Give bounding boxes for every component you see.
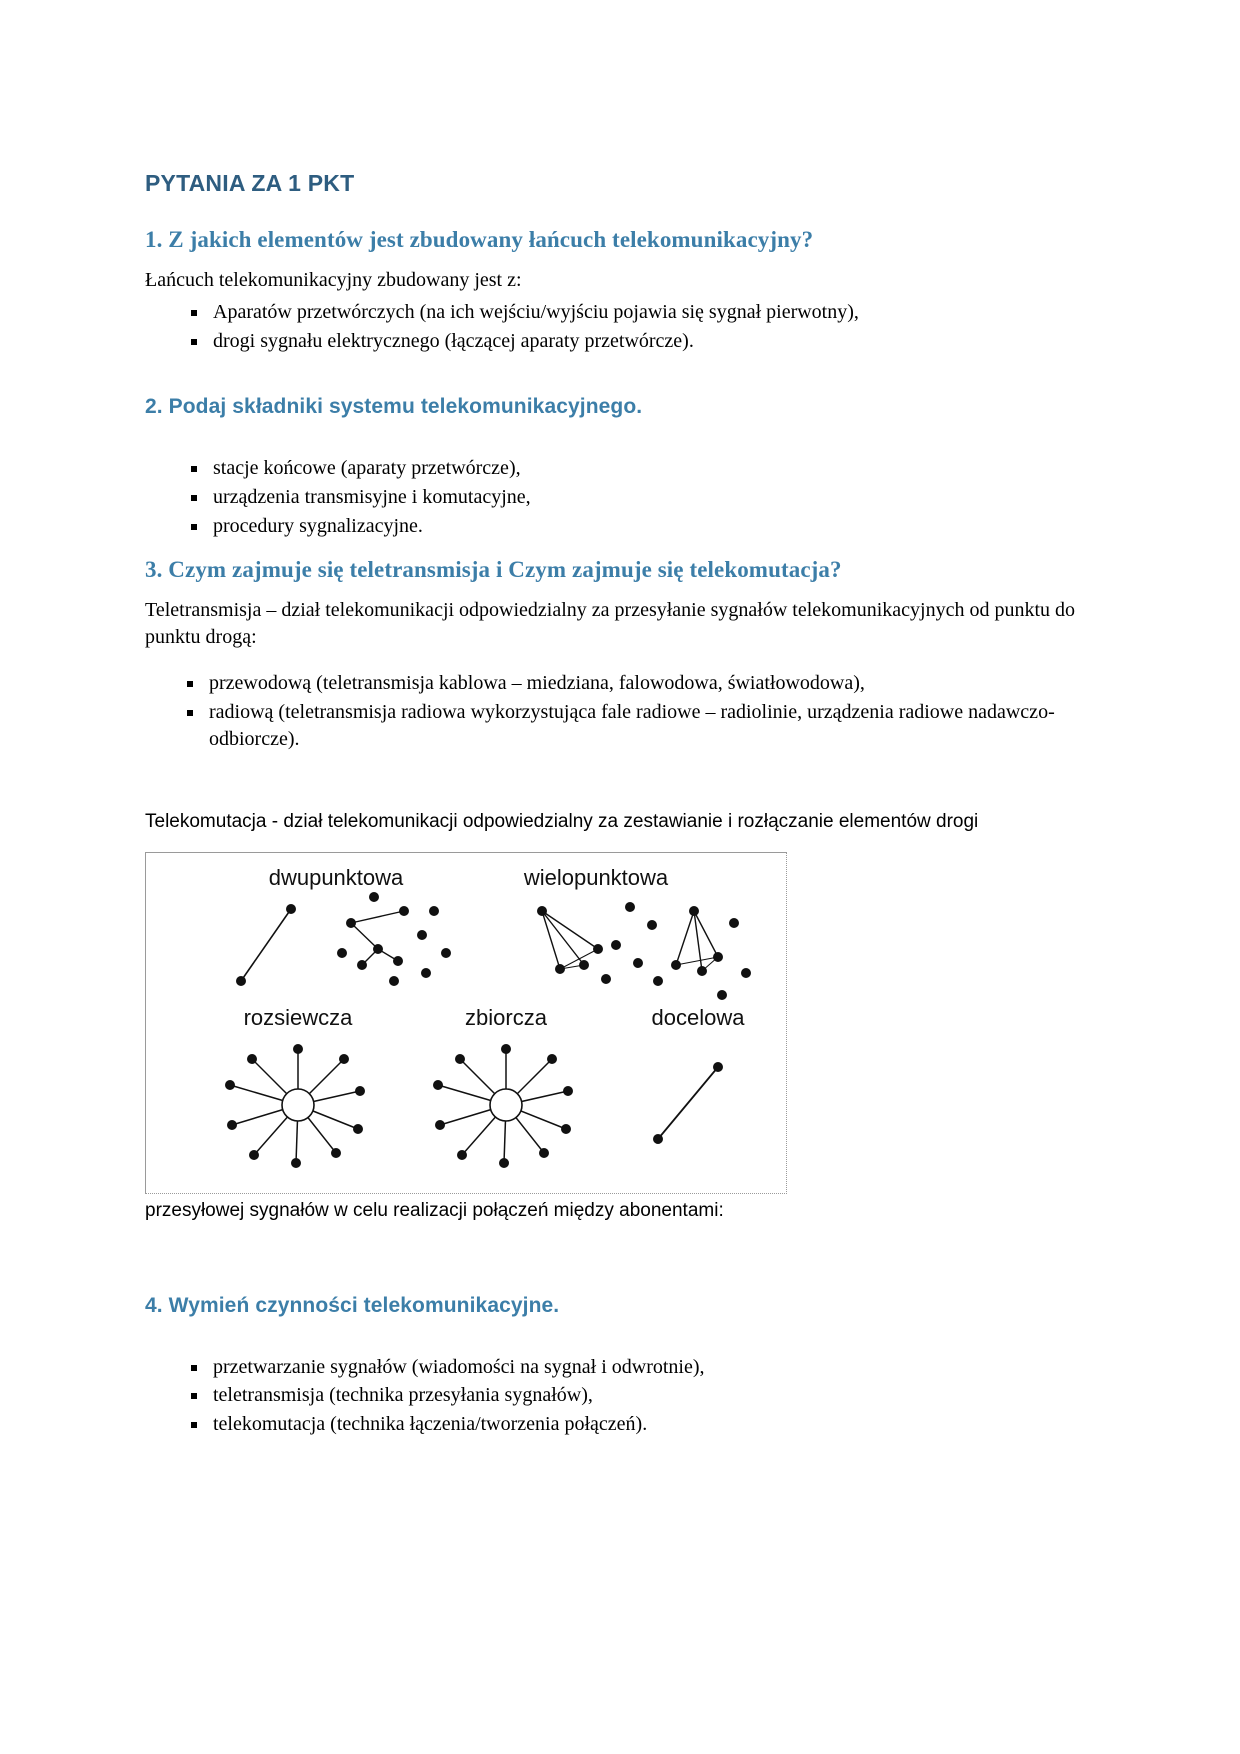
list-item: teletransmisja (technika przesyłania sygnałów), <box>187 1382 1100 1409</box>
question-3-intro: Teletransmisja – dział telekomunikacji odpowiedzialny za przesyłanie sygnałów telekomunikacyjnych od punktu do punktu drogą: <box>145 599 1075 648</box>
list-item: Aparatów przetwórczych (na ich wejściu/wyjściu pojawia się sygnał pierwotny), <box>187 299 1100 326</box>
list-item: radiową (teletransmisja radiowa wykorzystująca fale radiowe – radiolinie, urządzenia radiowe nadawczo-odbiorcze). <box>183 699 1100 753</box>
figure-label-wielopunktowa: wielopunktowa <box>523 864 669 890</box>
question-1-heading: 1. Z jakich elementów jest zbudowany łańcuch telekomunikacyjny? <box>145 227 814 252</box>
list-item: telekomutacja (technika łączenia/tworzenia połączeń). <box>187 1411 1100 1438</box>
figure-border <box>145 852 787 1194</box>
connection-topologies-figure <box>145 852 785 1222</box>
list-item: procedury sygnalizacyjne. <box>187 513 1100 540</box>
figure-label-zbiorcza: zbiorcza <box>465 1004 547 1030</box>
question-3 <box>145 557 1100 1221</box>
page-title: PYTANIA ZA 1 PKT <box>145 170 355 196</box>
list-item: przewodową (teletransmisja kablowa – miedziana, falowodowa, światłowodowa), <box>183 670 1100 697</box>
figure-caption: przesyłowej sygnałów w celu realizacji połączeń między abonentami: <box>145 1199 724 1221</box>
question-1 <box>145 227 1100 355</box>
list-item: przetwarzanie sygnałów (wiadomości na sygnał i odwrotnie), <box>187 1354 1100 1381</box>
question-2 <box>145 395 1100 539</box>
question-3-heading: 3. Czym zajmuje się teletransmisja i Czym zajmuje się telekomutacja? <box>145 557 842 583</box>
list-item: urządzenia transmisyjne i komutacyjne, <box>187 484 1100 511</box>
question-3-list <box>145 670 1100 752</box>
connection-topologies-diagram <box>146 853 786 1193</box>
figure-label-rozsiewcza: rozsiewcza <box>243 1004 353 1030</box>
question-2-heading: 2. Podaj składniki systemu telekomunikacyjnego. <box>145 394 643 418</box>
question-3-after-text: Telekomutacja - dział telekomunikacji odpowiedzialny za zestawianie i rozłączanie elementów drogi <box>145 810 979 832</box>
question-4-list <box>145 1354 1100 1438</box>
figure-label-dwupunktowa: dwupunktowa <box>268 864 404 890</box>
list-item: stacje końcowe (aparaty przetwórcze), <box>187 455 1100 482</box>
question-1-list <box>145 299 1100 355</box>
figure-label-docelowa: docelowa <box>651 1004 745 1030</box>
question-1-intro: Łańcuch telekomunikacyjny zbudowany jest z: <box>145 269 522 291</box>
question-4-heading: 4. Wymień czynności telekomunikacyjne. <box>145 1293 560 1317</box>
list-item: drogi sygnału elektrycznego (łączącej aparaty przetwórcze). <box>187 328 1100 355</box>
question-2-list <box>145 455 1100 539</box>
question-4 <box>145 1294 1100 1438</box>
